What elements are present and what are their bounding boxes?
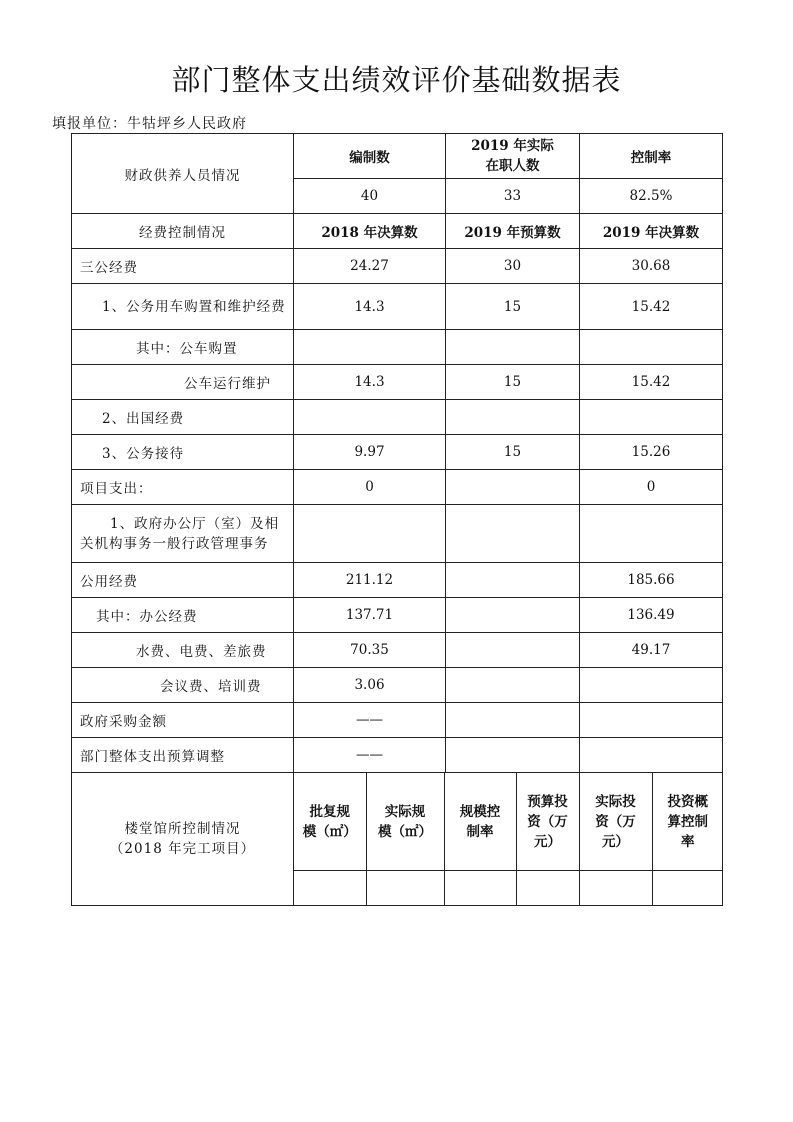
row-value-2019-final: 185.66 [580, 563, 723, 598]
staff-header-actual [446, 134, 580, 179]
header-line: 实际投 [595, 793, 636, 810]
row-value-2019-budget: 15 [446, 284, 580, 330]
row-label: 其中：办公经费 [72, 598, 294, 633]
row-value-2019-budget: 15 [446, 435, 580, 470]
row-value-2018: 3.06 [294, 668, 446, 703]
row-value-2018: 14.3 [294, 365, 446, 400]
row-value-2019-final: 15.42 [580, 284, 723, 330]
funds-col-2019-budget: 2019 年预算数 [446, 214, 580, 249]
building-value-cell [366, 871, 444, 905]
building-subtable [294, 773, 723, 905]
table-row [72, 330, 723, 365]
row-label: 公用经费 [72, 563, 294, 598]
row-value-2019-final: 49.17 [580, 633, 723, 668]
row-value-2019-final [580, 400, 723, 435]
building-header-invest-rate [652, 773, 723, 871]
table-row [72, 400, 723, 435]
reporting-unit: 填报单位：牛牯坪乡人民政府 [52, 116, 247, 132]
row-value-2019-budget [446, 598, 580, 633]
header-line: 模（㎡） [302, 823, 357, 840]
row-value-2019-final: 136.49 [580, 598, 723, 633]
table-row [72, 284, 723, 330]
row-value-2018: 137.71 [294, 598, 446, 633]
staff-header-quota: 编制数 [294, 134, 446, 179]
table-row [72, 738, 723, 773]
row-label: 1、政府办公厅（室）及相关机构事务一般行政管理事务 [72, 505, 294, 563]
row-value-2019-budget [446, 330, 580, 365]
header-line: 预算投 [527, 793, 568, 810]
building-value-cell [444, 871, 516, 905]
header-line: 资（万 [527, 813, 568, 830]
row-value-2019-final: 15.26 [580, 435, 723, 470]
table-row [72, 668, 723, 703]
staff-section-label: 财政供养人员情况 [72, 134, 294, 214]
staff-header-rate: 控制率 [580, 134, 723, 179]
building-header-actual-scale [366, 773, 444, 871]
staff-value-rate: 82.5% [580, 179, 723, 214]
staff-header-actual-text: 2019 年实际在职人数 [471, 138, 554, 174]
row-value-2019-budget [446, 633, 580, 668]
row-value-2019-final [580, 703, 723, 738]
row-value-2018: 0 [294, 470, 446, 505]
row-value-2018 [294, 330, 446, 365]
table-row [72, 435, 723, 470]
building-label-line2: （2018 年完工项目） [109, 841, 256, 857]
building-section-label [72, 773, 294, 906]
header-line: 资（万 [595, 813, 636, 830]
header-line: 规模控 [459, 803, 501, 820]
header-line: 模（㎡） [378, 823, 432, 840]
row-value-2019-budget [446, 668, 580, 703]
row-value-2019-budget: 30 [446, 249, 580, 284]
row-value-2019-final [580, 738, 723, 773]
table-row [72, 249, 723, 284]
row-value-2019-final: 0 [580, 470, 723, 505]
performance-data-table [71, 133, 723, 906]
page-title: 部门整体支出绩效评价基础数据表 [171, 63, 622, 97]
row-label: 部门整体支出预算调整 [72, 738, 294, 773]
header-line: 实际规 [384, 803, 426, 820]
row-value-2019-budget [446, 563, 580, 598]
row-value-2019-final [580, 668, 723, 703]
row-value-2019-budget [446, 470, 580, 505]
row-value-2019-budget [446, 400, 580, 435]
table-row [72, 703, 723, 738]
funds-col-2019-final: 2019 年决算数 [580, 214, 723, 249]
funds-section-label: 经费控制情况 [72, 214, 294, 249]
row-label: 政府采购金额 [72, 703, 294, 738]
row-label: 3、公务接待 [72, 435, 294, 470]
table-row [72, 563, 723, 598]
row-label: 会议费、培训费 [72, 668, 294, 703]
building-header-budget-invest [516, 773, 579, 871]
header-line: 率 [681, 833, 695, 850]
header-line: 制率 [466, 823, 494, 840]
header-line: 算控制 [667, 813, 708, 830]
table-row [72, 505, 723, 563]
row-value-2019-final: 30.68 [580, 249, 723, 284]
table-row [72, 470, 723, 505]
funds-col-2018-final: 2018 年决算数 [294, 214, 446, 249]
row-value-2018: —— [294, 703, 446, 738]
row-value-2019-budget: 15 [446, 365, 580, 400]
row-value-2019-final [580, 330, 723, 365]
building-value-cell [294, 871, 366, 905]
building-value-cell [516, 871, 579, 905]
row-value-2018: 14.3 [294, 284, 446, 330]
row-value-2018: 211.12 [294, 563, 446, 598]
row-label: 项目支出： [72, 470, 294, 505]
row-value-2018: —— [294, 738, 446, 773]
row-value-2018: 9.97 [294, 435, 446, 470]
staff-value-quota: 40 [294, 179, 446, 214]
row-label: 1、公务用车购置和维护经费 [72, 284, 294, 330]
table-row [72, 633, 723, 668]
staff-value-actual: 33 [446, 179, 580, 214]
building-label-line1: 楼堂馆所控制情况 [124, 821, 241, 837]
header-line: 批复规 [309, 803, 350, 820]
row-label: 公车运行维护 [72, 365, 294, 400]
row-value-2019-budget [446, 738, 580, 773]
row-label: 其中：公车购置 [72, 330, 294, 365]
row-value-2019-final [580, 505, 723, 563]
row-value-2019-final: 15.42 [580, 365, 723, 400]
building-header-approved-scale [294, 773, 366, 871]
building-header-actual-invest [579, 773, 652, 871]
table-row [72, 365, 723, 400]
row-label: 2、出国经费 [72, 400, 294, 435]
row-value-2018 [294, 505, 446, 563]
table-row [72, 598, 723, 633]
header-line: 元） [602, 833, 629, 850]
building-value-cell [579, 871, 652, 905]
header-line: 投资概 [667, 793, 708, 810]
row-value-2018 [294, 400, 446, 435]
row-value-2018: 24.27 [294, 249, 446, 284]
header-line: 元） [534, 833, 561, 850]
building-subtable-cell [294, 773, 723, 906]
row-value-2018: 70.35 [294, 633, 446, 668]
row-label: 三公经费 [72, 249, 294, 284]
row-value-2019-budget [446, 703, 580, 738]
building-header-scale-rate [444, 773, 516, 871]
row-label: 水费、电费、差旅费 [72, 633, 294, 668]
row-value-2019-budget [446, 505, 580, 563]
building-value-cell [652, 871, 723, 905]
